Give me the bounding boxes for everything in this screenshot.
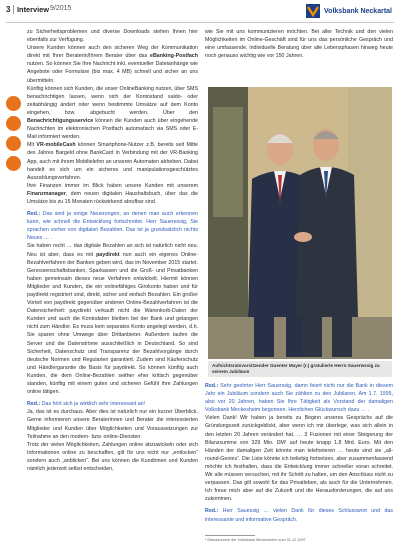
paragraph	[205, 28, 393, 60]
paragraph-text: Mit	[27, 142, 37, 149]
footnote-rule	[205, 535, 255, 536]
bold-term: VR-mobileCash	[36, 142, 76, 149]
bold-term: Finanzmanager	[27, 190, 66, 197]
answer-text: Sie haben recht … das digitale Bezahlen an sich ist natürlich nicht neu. Neu ist aber, dass es mit	[27, 243, 198, 258]
right-column	[205, 28, 393, 60]
question-text: Herr Sauessig … vielen Dank für dieses Schlusswort und das interessante und informative Gespräch.	[205, 508, 393, 523]
question-text: Sehr geehrter Herr Sauerssig, damn feiert nicht nur die Bank in diesem Jahr ein Jubiläum sondern auch Sie zählten zu den Jubilaren. Am 1.7. 1995, also vor 20 Jahren, haben Sie Ihre Tätigkeit als Vorstand der damaligen Volksbank Meckesheim begonnen. Herzlichen Glückwunsch dazu … .	[205, 383, 393, 414]
paragraph-text: Künftig können sich Kunden, die unser OnlineBanking nutzen, über SMS benachrichtigen lassen, wenn sich der Kontostand saldo- oder zeitabhängig ändert oder wenn bestimmte Umsätze auf dem Konto eingehen, bzw. abgebucht werden. Über den	[27, 85, 198, 116]
right-column-lower	[205, 382, 393, 524]
question	[205, 382, 393, 414]
paragraph-text: können Smartphone-Nutzer z.B. bereits seit Mitte des Jahres Bargeld ohne BankCard in Verbindung mit der VR-Banking App, auch mit ihrem Mobiltelefon an unseren Automaten abheben. Dabei handelt es sich um ein sicheres und manipulationsgeschütztes Auszahlungsverfahren.	[27, 142, 198, 181]
answer-text: Vielen Dank! Wir haben ja bereits zu Beginn unseres Gesprächs auf die Gründungszeit zurückgeblickt, aber wenn ich mir überlege, was sich allein in den letzten 20 Jahren verändert hat. … 3 Fusionen mit einer Steigerung der Bilanzsumme von 329 Mio. DM¹ auf heute knapp 1,8 Mrd. Euro. Mit den Händen der damaligen Zeit könnte man telefonieren … heute sind sie „all-round-Genies“. Die Liste könnte ich beliebig fortsetzen, aber zusammenfassend möchte ich festhalten, dass die Entwicklung immer schneller voran schreitet. Wir alle müssen versuchen, mit ihr Schritt zu halten, um den Anschluss nicht zu verpassen. Das gilt sowohl für das Privatleben, als auch für die Unternehmen. Ich freue mich aber auf die Zukunft und die Herausforderungen, die auf uns zukommen.	[205, 415, 393, 503]
paragraph	[27, 44, 198, 84]
paragraph-text: Ihre Finanzen immer im Blick haben unsere Kunden mit unserem	[27, 182, 198, 189]
bold-term: paydirekt	[96, 251, 120, 258]
paragraph	[27, 28, 198, 44]
mobile-icon	[6, 116, 21, 131]
paragraph-text: wie Sie mit uns kommunizieren möchten. Bei aller Technik und den vielen Möglichkeiten im Online-Geschäft sind für uns das persönliche Gespräch und eine umfassende, individuelle Beratung über alle Lebensphasen hinweg heute noch genauso wichtig wie vor 150 Jahren.	[205, 29, 393, 60]
red-label: Red.:	[205, 383, 219, 389]
question-text: Das hört sich ja wirklich sehr interessant an!	[40, 401, 146, 408]
online-banking-icon	[6, 96, 21, 111]
photo-illustration	[208, 87, 392, 359]
finance-icon	[6, 156, 21, 171]
question	[27, 210, 198, 242]
paragraph	[27, 141, 198, 181]
bold-term: Benachrichtigungsservice	[27, 118, 94, 125]
paragraph-text: , dem neuen digitalen Haushaltsbuch, über das die Umsätze bis zu 15 Monaten rückwirkend abrufbar sind.	[27, 190, 198, 205]
volksbank-logo-icon	[306, 4, 320, 18]
section-title: Interview	[17, 5, 50, 14]
footnote: ¹ Bilanzsumme der Volksbank Meckesheim zum 31.12.1997	[205, 538, 306, 542]
paragraph-text: Unsere Kunden können auch den sicheren Weg der Kommunikation direkt mit Ihrer Beraterin/Ihrem Berater über das	[27, 45, 198, 60]
question	[27, 400, 198, 408]
jubilee-photo	[208, 87, 392, 359]
photo-caption: Aufsichtsratsvorsitzender Guenter Mayer (r.) gratulierte Herrn Sauerwssig zu seinem Jubiläum	[208, 361, 392, 377]
header-divider	[13, 5, 14, 14]
answer	[27, 408, 198, 440]
header-rule	[6, 22, 394, 23]
left-column	[27, 28, 198, 473]
page-header	[0, 0, 400, 24]
answer-text: Trotz der vielen Möglichkeiten, Zahlungen online abzuwickeln oder sich Informationen online zu beschaffen, gilt für uns nicht nur „entlocken“ sondern auch „anblicken“. Bei uns können die Kundinnen und Kunden nämlich jederzeit selbst entscheiden,	[27, 441, 198, 472]
answer	[205, 414, 393, 503]
paragraph-text: können die Kunden auch über eingehende Nachrichten im elektronischen Postfach automatisch via SMS oder E-Mail informiert werden.	[27, 118, 198, 141]
red-label: Red.:	[27, 211, 41, 218]
answer-text: Ja, das ist es durchaus. Aber dies ist natürlich nur ein kurzer Überblick. Gerne informieren unsere Beraterinnen und Berater die interessierten Mitglieder und Kunden über Möglichkeiten und Voraussetzungen zur Teilnahme an den modern- bzw. online-Diensten.	[27, 409, 198, 440]
bank-logo	[306, 4, 392, 18]
issue-date: 9/2015	[50, 5, 72, 13]
sidebar-icons	[6, 96, 22, 176]
bold-term: eBanking-Postfach	[150, 53, 198, 60]
logo-text: Volksbank Neckartal	[324, 7, 392, 15]
paragraph-text: zu Sicherheitsproblemen und diverse Downloads stehen Ihnen hier ebenfalls zur Verfügung.	[27, 29, 198, 44]
page-number: 3	[6, 5, 11, 14]
red-label: Red.:	[27, 401, 41, 408]
answer-text: nun auch ein eigenes Online-Bezahlverfahren der Banken geben wird, das im November 2015 startet. Genossenschaftsbanken, Sparkassen und die Groß- und Privatbanken haben gemeinsam dieses neue Verfahren entwickelt. Hiermit können Mitglieder und Kunden, die ein onlinefähiges Girokonto haben und für paydirekt registriert sind, direkt, sicher und einfach Bezahlen. Ein großer Vorteil von paydirekt gegenüber anderen Online-Bezahlverfahren ist die Datensicherheit: paydirekt verkauft nicht die Warenkorb-Daten der Kunden und auch die Kontodaten bleiben bei der Bank und gelangen nicht zum Händler. Es muss kein separates Konto angelegt werden, d.h. Sie sparen ohne Umwege über Drittanbieter. Außerdem laufen die Server und die Datenströme ausschließlich in Deutschland. So sind Sicherheit, Datenschutz und Transparenz der Bezahlvorgänge durch deutsche Normen und Regularien garantiert. Zudem sind Käuferschutz und Händlergarantie die Basis für paydirekt. So können künftig auch Kunden, die dem Online-Bezahlen seither eher kritisch gegenüber standen, künftig mit einem guten und sicheren Gefühl ihre Zahlungen online tätigen.	[27, 251, 198, 396]
paragraph	[27, 182, 198, 206]
paragraph-text: nutzen. So können Sie Ihre Nachricht inkl. eventueller Dateianhänge wie Angebote oder Formulare (bis max. 4 MB) schnell und sicher an uns übermitteln.	[27, 61, 198, 84]
question-text: Das sind ja einige Neuerungen, an denen man auch erkennen kann, wie schnell die Entwicklung fortschreitet. Herr Saueressig, Sie sprachen vorher von digitalen Bezahlen. Das ist ja grundsätzlich nichts Neues … .	[27, 211, 198, 242]
answer	[27, 242, 198, 396]
red-label: Red.:	[205, 508, 219, 515]
paragraph	[27, 85, 198, 142]
answer	[27, 441, 198, 473]
question	[205, 507, 393, 523]
cash-icon	[6, 136, 21, 151]
